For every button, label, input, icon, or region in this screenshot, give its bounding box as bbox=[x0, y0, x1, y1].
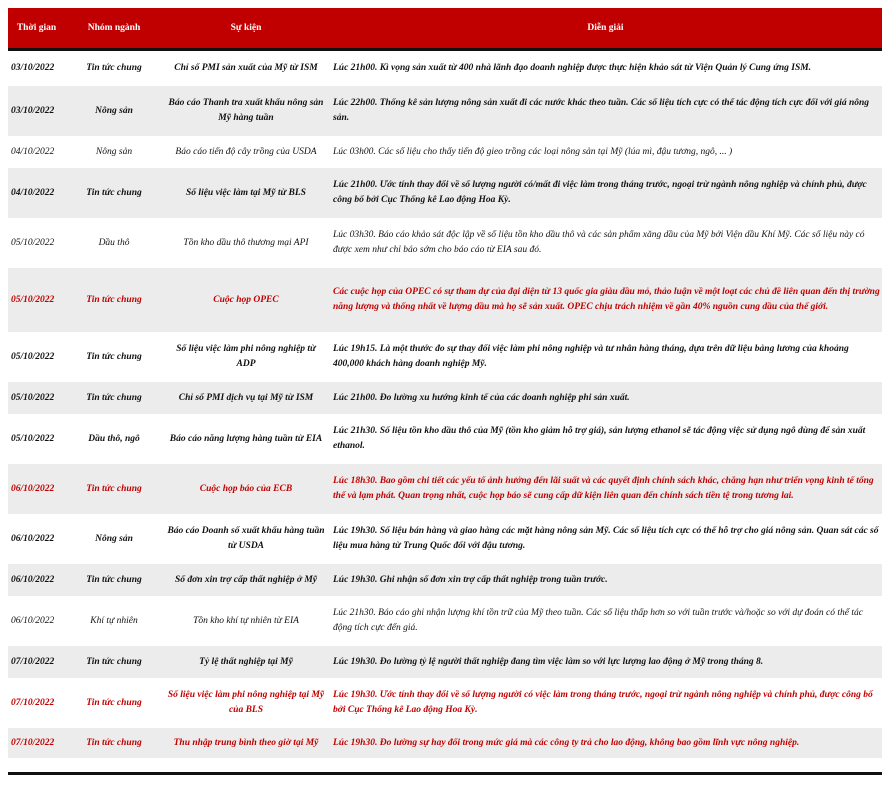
table-row bbox=[8, 268, 882, 332]
row-group: Tin tức chung bbox=[86, 294, 142, 305]
row-description: Lúc 21h00. Ước tính thay đổi về số lượng người có/mất đi việc làm trong tháng trước, ngoại trừ ngành nông nghiệp và chính phủ, được công bố bởi Cục Thống kê Lao động Hoa Kỳ. bbox=[333, 180, 867, 205]
row-event: Số đơn xin trợ cấp thất nghiệp ở Mỹ bbox=[175, 574, 317, 585]
row-event: Chỉ số PMI dịch vụ tại Mỹ từ ISM bbox=[178, 392, 314, 403]
header-desc: Diễn giải bbox=[329, 8, 882, 49]
row-event: Số liệu việc làm phi nông nghiệp từ ADP bbox=[176, 344, 316, 369]
table-row bbox=[8, 514, 882, 564]
row-date: 07/10/2022 bbox=[11, 697, 55, 708]
row-date: 03/10/2022 bbox=[11, 105, 55, 116]
table-body bbox=[8, 49, 882, 758]
row-date: 06/10/2022 bbox=[11, 483, 55, 494]
row-event: Báo cáo Thanh tra xuất khẩu nông sản Mỹ hàng tuần bbox=[168, 98, 324, 123]
row-date: 05/10/2022 bbox=[11, 392, 55, 403]
row-event: Thu nhập trung bình theo giờ tại Mỹ bbox=[173, 737, 319, 748]
table-row bbox=[8, 86, 882, 136]
row-event: Số liệu việc làm phi nông nghiệp tại Mỹ của BLS bbox=[167, 690, 325, 715]
header-time: Thời gian bbox=[8, 8, 65, 49]
row-description: Lúc 19h30. Đo lường tỷ lệ người thất nghiệp đang tìm việc làm so với lực lượng lao động ở Mỹ trong tháng 8. bbox=[333, 656, 764, 667]
row-description: Lúc 22h00. Thống kê sản lượng nông sản xuất đi các nước khác theo tuần. Các số liệu tích cực có thể tác động tích cực đối với giá nông sản. bbox=[333, 98, 870, 123]
row-group: Nông sản bbox=[95, 146, 133, 157]
table-row bbox=[8, 564, 882, 596]
header-event: Sự kiện bbox=[163, 8, 329, 49]
header-group: Nhóm ngành bbox=[65, 8, 163, 49]
table-row bbox=[8, 218, 882, 268]
row-description: Lúc 21h30. Báo cáo ghi nhận lượng khí tồn trữ của Mỹ theo tuần. Các số liệu thấp hơn so với tuần trước và/hoặc so với dự đoán có thể tác động tích cực đến giá. bbox=[333, 608, 863, 633]
row-group: Khí tự nhiên bbox=[90, 615, 138, 626]
row-group: Tin tức chung bbox=[86, 697, 142, 708]
header-row bbox=[8, 8, 882, 49]
row-group: Tin tức chung bbox=[86, 483, 142, 494]
row-date: 06/10/2022 bbox=[11, 615, 55, 626]
row-date: 07/10/2022 bbox=[11, 656, 55, 667]
table-row bbox=[8, 382, 882, 414]
row-event: Cuộc họp OPEC bbox=[213, 294, 279, 305]
bottom-rule bbox=[8, 772, 882, 775]
row-date: 05/10/2022 bbox=[11, 351, 55, 362]
row-description: Lúc 19h30. Số liệu bán hàng và giao hàng các mặt hàng nông sản Mỹ. Các số liệu tích cực có thể hỗ trợ cho giá nông sản. Quan sát các số liệu mua hàng từ Trung Quốc đối với đậu tương. bbox=[333, 526, 879, 551]
row-description: Lúc 21h00. Đo lường xu hướng kinh tế của các doanh nghiệp phi sản xuất. bbox=[333, 392, 630, 403]
row-description: Lúc 19h30. Đo lường sự hay đổi trong mức giá mà các công ty trả cho lao động, không bao gồm lĩnh vực nông nghiệp. bbox=[333, 737, 800, 748]
table-row bbox=[8, 332, 882, 382]
row-date: 03/10/2022 bbox=[11, 62, 55, 73]
row-date: 04/10/2022 bbox=[11, 146, 55, 157]
row-event: Số liệu việc làm tại Mỹ từ BLS bbox=[186, 187, 306, 198]
row-description: Lúc 21h30. Số liệu tồn kho dầu thô của Mỹ (tồn kho giảm hỗ trợ giá), sản lượng ethanol sẽ tác động việc sử dụng ngô dùng để sản xuất ethanol. bbox=[333, 426, 866, 451]
row-date: 05/10/2022 bbox=[11, 433, 55, 444]
row-description: Lúc 19h30. Ghi nhận số đơn xin trợ cấp thất nghiệp trong tuần trước. bbox=[333, 574, 608, 585]
row-date: 05/10/2022 bbox=[11, 294, 55, 305]
row-description: Các cuộc họp của OPEC có sự tham dự của đại diện từ 13 quốc gia giàu dầu mỏ, thảo luận về một loạt các chủ đề liên quan đến thị trường năng lượng và thống nhất về lượng dầu mà họ sẽ sản xuất. OPEC chịu trách nhiệm về gần 40% nguồn cung dầu của thế giới. bbox=[333, 287, 880, 312]
row-group: Tin tức chung bbox=[86, 187, 142, 198]
row-event: Tồn kho khí tự nhiên từ EIA bbox=[193, 615, 299, 626]
row-date: 06/10/2022 bbox=[11, 574, 55, 585]
row-group: Tin tức chung bbox=[86, 392, 142, 403]
row-description: Lúc 21h00. Kì vọng sản xuất từ 400 nhà lãnh đạo doanh nghiệp được thực hiện khảo sát từ Viện Quản lý Cung ứng ISM. bbox=[333, 62, 812, 73]
table-header bbox=[8, 8, 882, 49]
row-group: Nông sản bbox=[95, 105, 133, 116]
table-row bbox=[8, 678, 882, 728]
row-group: Dầu thô, ngô bbox=[88, 433, 140, 444]
row-event: Báo cáo Doanh số xuất khẩu hàng tuần từ USDA bbox=[167, 526, 325, 551]
row-group: Tin tức chung bbox=[86, 351, 142, 362]
row-description: Lúc 03h30. Báo cáo khảo sát độc lập về số liệu tồn kho dầu thô và các sản phẩm xăng dầu của Mỹ bởi Viện dầu Khí Mỹ. Các số liệu này có được xem như chỉ báo sớm cho báo cáo từ EIA sau đó. bbox=[333, 230, 865, 255]
row-group: Tin tức chung bbox=[86, 656, 142, 667]
row-event: Tỷ lệ thất nghiệp tại Mỹ bbox=[199, 656, 293, 667]
economic-calendar-table bbox=[8, 8, 882, 758]
row-event: Tồn kho dầu thô thương mại API bbox=[183, 237, 309, 248]
row-date: 05/10/2022 bbox=[11, 237, 55, 248]
row-description: Lúc 19h15. Là một thước đo sự thay đổi việc làm phi nông nghiệp và tư nhân hàng tháng, dựa trên dữ liệu bảng lương của khoảng 400,000 khách hàng doanh nghiệp Mỹ. bbox=[333, 344, 849, 369]
row-group: Tin tức chung bbox=[86, 574, 142, 585]
row-group: Dầu thô bbox=[98, 237, 130, 248]
row-event: Báo cáo tiến độ cây trồng của USDA bbox=[175, 146, 317, 157]
row-date: 07/10/2022 bbox=[11, 737, 55, 748]
table-row bbox=[8, 168, 882, 218]
table-row bbox=[8, 728, 882, 758]
table-row bbox=[8, 464, 882, 514]
table-row bbox=[8, 596, 882, 646]
row-group: Tin tức chung bbox=[86, 62, 142, 73]
row-date: 04/10/2022 bbox=[11, 187, 55, 198]
row-event: Báo cáo năng lượng hàng tuần từ EIA bbox=[169, 433, 323, 444]
row-group: Tin tức chung bbox=[86, 737, 142, 748]
row-event: Cuộc họp báo của ECB bbox=[199, 483, 293, 494]
table-row bbox=[8, 414, 882, 464]
row-description: Lúc 18h30. Bao gồm chi tiết các yếu tố ảnh hưởng đến lãi suất và các quyết định chính sách khác, chẳng hạn như triển vọng kinh tế tổng thể và lạm phát. Quan trọng nhất, cuộc họp báo sẽ cung cấp dữ kiện liên quan đến chính sách tiền tệ trong tương lai. bbox=[333, 476, 874, 501]
row-description: Lúc 19h30. Ước tính thay đổi về số lượng người có việc làm trong tháng trước, ngoại trừ ngành nông nghiệp và chính phủ, được công bố bởi Cục Thống kê Lao động Hoa Kỳ. bbox=[333, 690, 873, 715]
row-date: 06/10/2022 bbox=[11, 533, 55, 544]
row-event: Chỉ số PMI sản xuất của Mỹ từ ISM bbox=[174, 62, 318, 73]
row-group: Nông sản bbox=[95, 533, 133, 544]
events-table-container bbox=[8, 8, 882, 758]
table-row bbox=[8, 646, 882, 678]
row-description: Lúc 03h00. Các số liệu cho thấy tiến độ gieo trồng các loại nông sản tại Mỹ (lúa mì, đậu tương, ngô, ... ) bbox=[333, 146, 733, 157]
table-row bbox=[8, 136, 882, 168]
table-row bbox=[8, 49, 882, 86]
